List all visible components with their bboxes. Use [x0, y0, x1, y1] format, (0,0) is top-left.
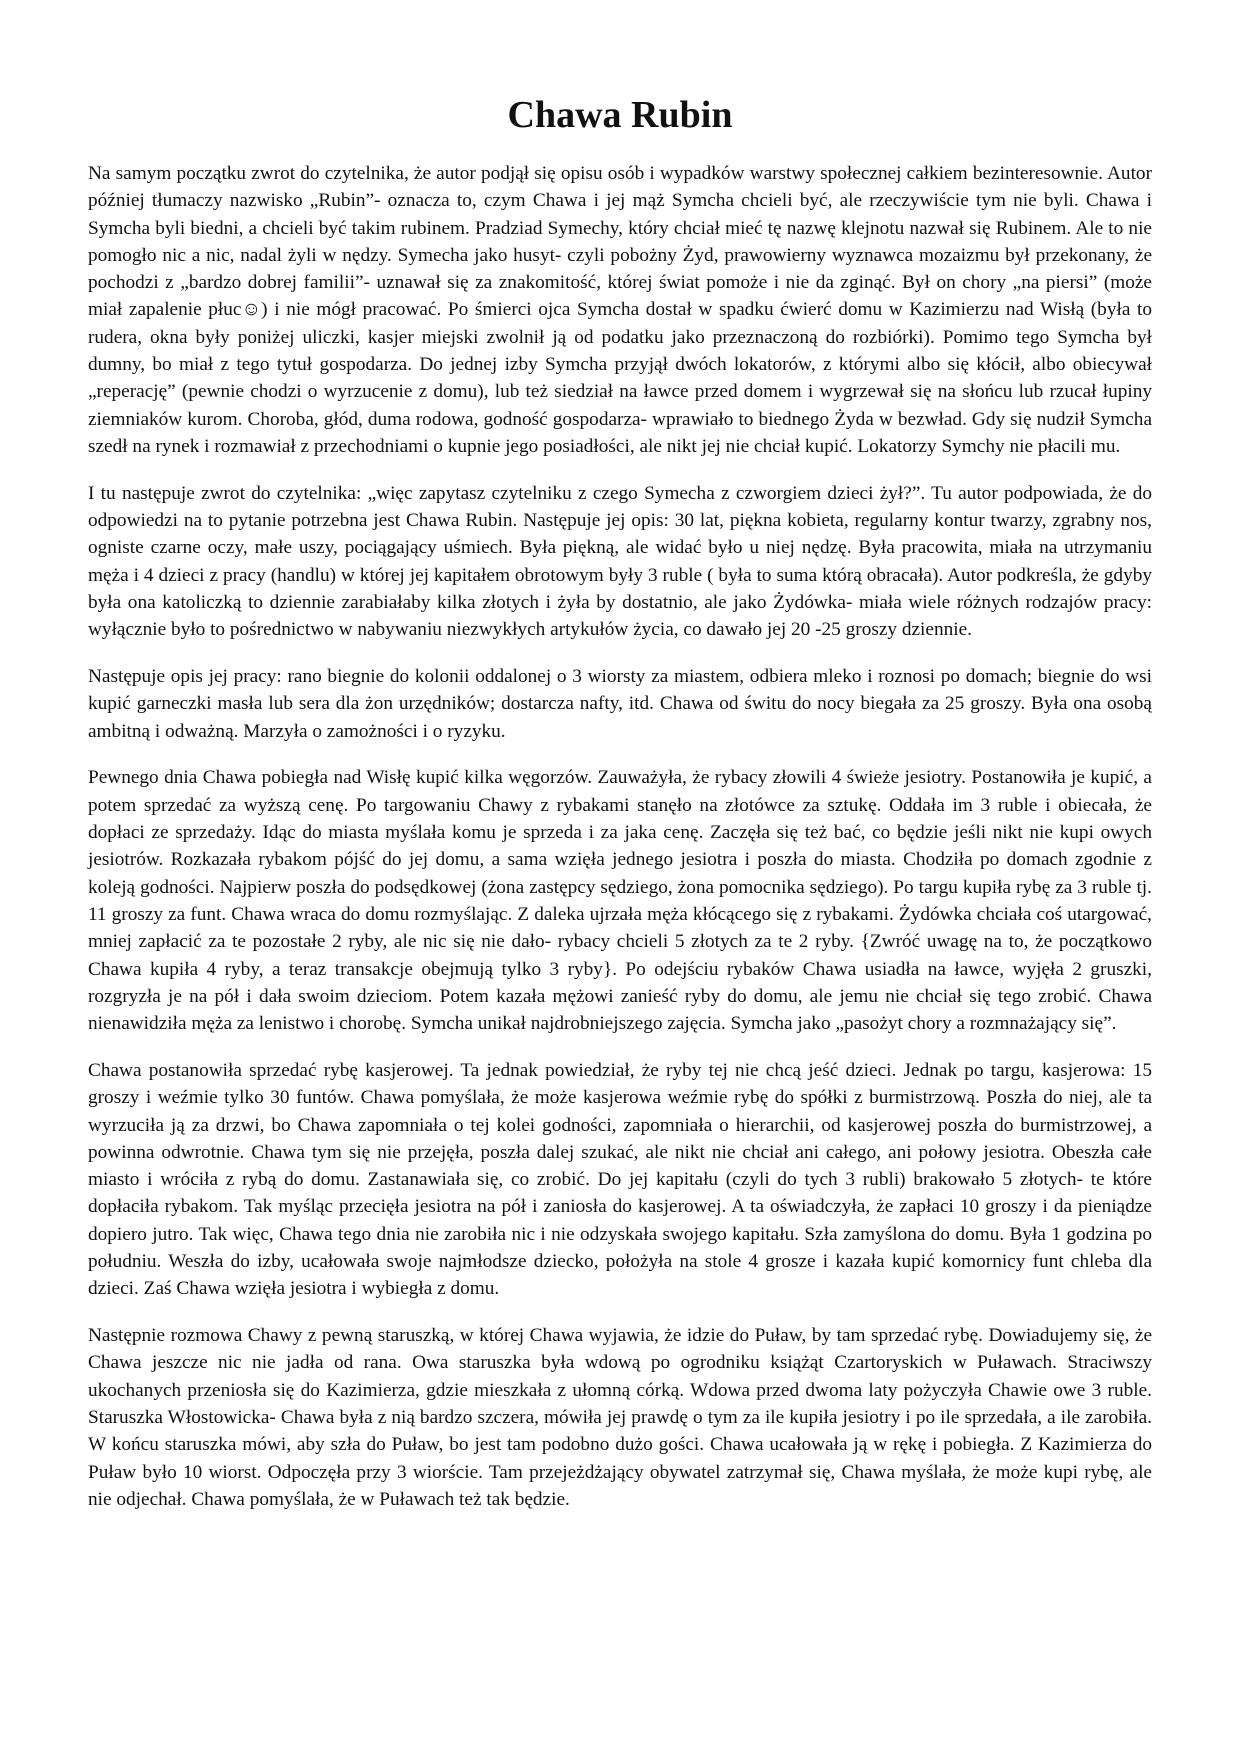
paragraph-3: Następuje opis jej pracy: rano biegnie do kolonii oddalonej o 3 wiorsty za miastem, odbiera mleko i roznosi po domach; biegnie do wsi kupić garneczki masła lub sera dla żon urzędników; dostarcza nafty, itd. Chawa od świtu do nocy biegała za 25 groszy. Była ona osobą ambitną i odważną. Marzyła o zamożności i o ryzyku.	[88, 666, 1152, 742]
paragraph-5: Chawa postanowiła sprzedać rybę kasjerowej. Ta jednak powiedział, że ryby tej nie chcą jeść dzieci. Jednak po targu, kasjerowa: 15 groszy i weźmie tylko 30 funtów. Chawa pomyślała, że może kasjerowa weźmie rybę do spółki z burmistrzową. Poszła do niej, ale ta wyrzuciła ją za drzwi, bo Chawa zapomniała o tej kolei godności, zapomniała o hierarchii, od kasjerowej poszła do burmistrzowej, a powinna odwrotnie. Chawa tym się nie przejęła, poszła dalej szukać, ale nikt nie chciał ani całego, ani połowy jesiotra. Obeszła całe miasto i wróciła z rybą do domu. Zastanawiała się, co zrobić. Do jej kapitału (czyli do tych 3 rubli) brakowało 5 złotych- te które dopłaciła rybakom. Tak myśląc przecięła jesiotra na pół i zaniosła do kasjerowej. A ta oświadczyła, że zapłaci 10 groszy i da pieniądze dopiero jutro. Tak więc, Chawa tego dnia nie zarobiła nic i nie odzyskała swojego kapitału. Szła zamyślona do domu. Była 1 godzina po południu. Weszła do izby, ucałowała swoje najmłodsze dziecko, położyła na stole 4 grosze i kazała kupić komornicy funt chleba dla dzieci. Zaś Chawa wzięła jesiotra i wybiegła z domu.	[88, 1059, 1152, 1300]
paragraph-6: Następnie rozmowa Chawy z pewną staruszką, w której Chawa wyjawia, że idzie do Puław, by tam sprzedać rybę. Dowiadujemy się, że Chawa jeszcze nic nie jadła od rana. Owa staruszka była wdową po ogrodniku książąt Czartoryskich w Puławach. Straciwszy ukochanych przeniosła się do Kazimierza, gdzie mieszkała z ułomną córką. Wdowa przed dwoma laty pożyczyła Chawie owe 3 ruble. Staruszka Włostowicka- Chawa była z nią bardzo szczera, mówiła jej prawdę o tym za ile kupiła jesiotry i po ile sprzedała, a ile zarobiła. W końcu staruszka mówi, aby szła do Puław, bo jest tam podobno dużo gości. Chawa ucałowała ją w rękę i pobiegła. Z Kazimierza do Puław było 10 wiorst. Odpoczęła przy 3 wiorście. Tam przejeżdżający obywatel zatrzymał się, Chawa myślała, że może kupi rybę, ale nie odjechał. Chawa pomyślała, że w Puławach też tak będzie.	[88, 1325, 1152, 1510]
paragraph-4: Pewnego dnia Chawa pobiegła nad Wisłę kupić kilka węgorzów. Zauważyła, że rybacy złowili 4 świeże jesiotry. Postanowiła je kupić, a potem sprzedać za wyższą cenę. Po targowaniu Chawy z rybakami stanęło na złotówce za sztukę. Oddała im 3 ruble i obiecała, że dopłaci ze sprzedaży. Idąc do miasta myślała komu je sprzeda i za jaka cenę. Zaczęła się też bać, co będzie jeśli nikt nie kupi owych jesiotrów. Rozkazała rybakom pójść do jej domu, a sama wzięła jednego jesiotra i poszła do miasta. Chodziła po domach zgodnie z koleją godności. Najpierw poszła do podsędkowej (żona zastępcy sędziego, żona pomocnika sędziego). Po targu kupiła rybę za 3 ruble tj. 11 groszy za funt. Chawa wraca do domu rozmyślając. Z daleka ujrzała męża kłócącego się z rybakami. Żydówka chciała coś utargować, mniej zapłacić za te pozostałe 2 ryby, ale nic się nie dało- rybacy chcieli 5 złotych za te 2 ryby. {Zwróć uwagę na to, że początkowo Chawa kupiła 4 ryby, a teraz transakcje obejmują tylko 3 ryby}. Po odejściu rybaków Chawa usiadła na ławce, wyjęła 2 gruszki, rozgryzła je na pół i dała swoim dzieciom. Potem kazała mężowi zanieść ryby do domu, ale jemu nie chciał się tego zrobić. Chawa nienawidziła męża za lenistwo i chorobę. Symcha unikał najdrobniejszego zajęcia. Symcha jako „pasożyt chory a rozmnażający się”.	[88, 767, 1152, 1035]
document-title: Chawa Rubin	[507, 94, 733, 136]
paragraph-2: I tu następuje zwrot do czytelnika: „więc zapytasz czytelniku z czego Symecha z czworgiem dzieci żył?”. Tu autor podpowiada, że do odpowiedzi na to pytanie potrzebna jest Chawa Rubin. Następuje jej opis: 30 lat, piękna kobieta, regularny kontur twarzy, zgrabny nos, ogniste czarne oczy, małe uszy, pociągający uśmiech. Była piękną, ale widać było u niej nędzę. Była pracowita, miała na utrzymaniu męża i 4 dzieci z pracy (handlu) w której jej kapitałem obrotowym były 3 ruble ( była to suma którą obracała). Autor podkreśla, że gdyby była ona katoliczką to dziennie zarabiałaby kilka złotych i żyła by dostatnio, ale jako Żydówka- miała wiele różnych rodzajów pracy: wyłącznie było to pośrednictwo w nabywaniu niezwykłych artykułów życia, co dawało jej 20 -25 groszy dziennie.	[88, 482, 1152, 641]
document-body	[88, 160, 1152, 1533]
paragraph-1: Na samym początku zwrot do czytelnika, że autor podjął się opisu osób i wypadków warstwy społecznej całkiem bezinteresownie. Autor później tłumaczy nazwisko „Rubin”- oznacza to, czym Chawa i jej mąż Symcha chcieli być, ale rzeczywiście tym nie byli. Chawa i Symcha byli biedni, a chcieli być takim rubinem. Pradziad Symechy, który chciał mieć tę nazwę klejnotu nazwał się Rubinem. Ale to nie pomogło nic a nic, nadal żyli w nędzy. Symecha jako husyt- czyli pobożny Żyd, prawowierny wyznawca mozaizmu był przekonany, że pochodzi z „bardzo dobrej familii”- uznawał się za znakomitość, której świat pomoże i nie da zginąć. Był on chory „na piersi” (może miał zapalenie płuc☺) i nie mógł pracować. Po śmierci ojca Symcha dostał w spadku ćwierć domu w Kazimierzu nad Wisłą (była to rudera, okna były poniżej uliczki, kasjer miejski zwolnił ją od podatku jako przeznaczoną do rozbiórki). Pomimo tego Symcha był dumny, bo miał z tego tytuł gospodarza. Do jednej izby Symcha przyjął dwóch lokatorów, z którymi albo się kłócił, albo obiecywał „reperację” (pewnie chodzi o wyrzucenie z domu), lub też siedział na ławce przed domem i wygrzewał się na słońcu lub rzucał łupiny ziemniaków kurom. Choroba, głód, duma rodowa, godność gospodarza- wprawiało to biednego Żyda w bezwład. Gdy się nudził Symcha szedł na rynek i rozmawiał z przechodniami o kupnie jego posiadłości, ale nikt jej nie chciał kupić. Lokatorzy Symchy nie płacili mu.	[88, 163, 1152, 457]
